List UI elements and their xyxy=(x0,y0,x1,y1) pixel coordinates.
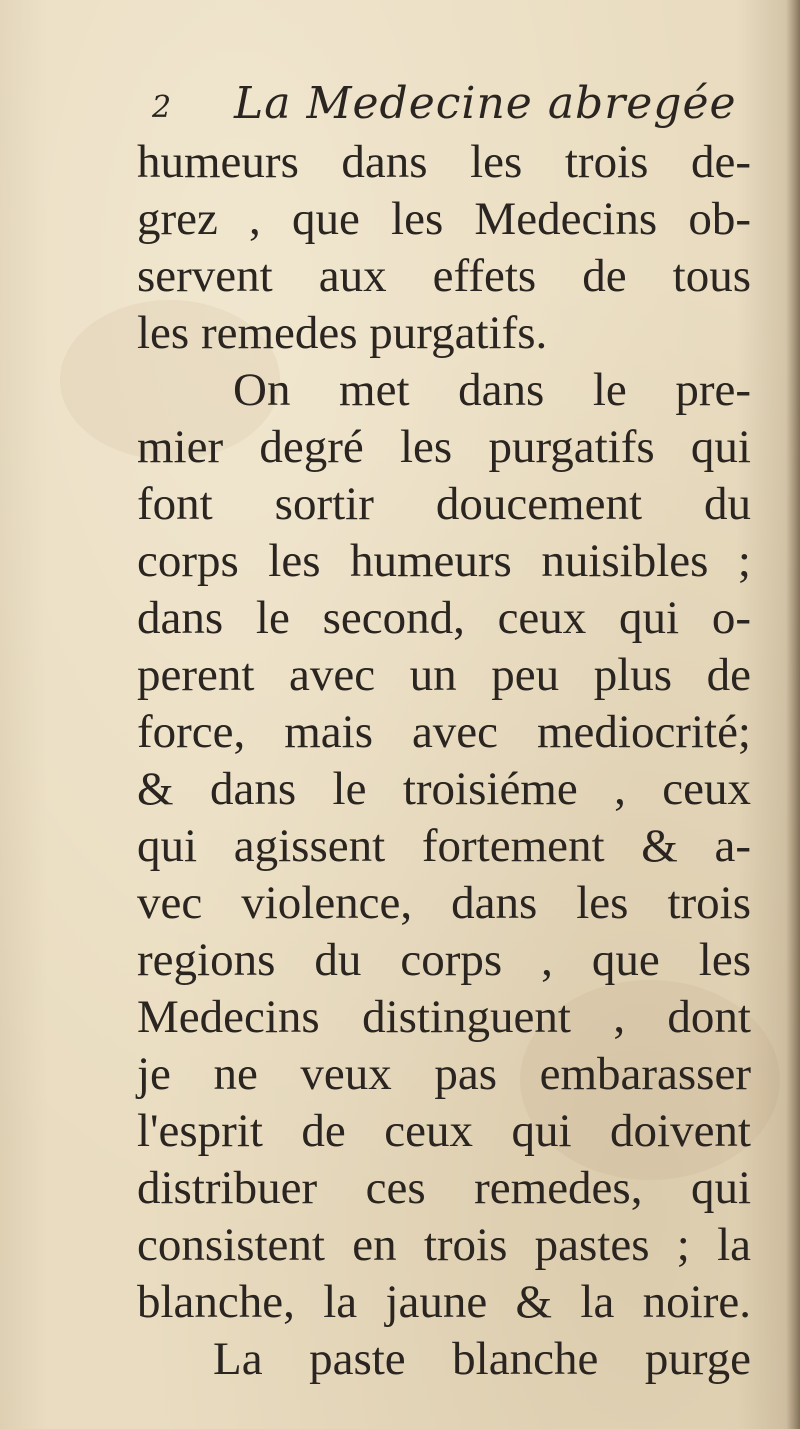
page-number: 2 xyxy=(152,90,172,125)
text-line: blanche, la jaune & la noire. xyxy=(137,1276,751,1328)
text-line: perent avec un peu plus de xyxy=(137,649,751,701)
text-line: font sortir doucement du xyxy=(137,478,751,530)
text-line: distribuer ces remedes, qui xyxy=(137,1162,751,1214)
text-line: humeurs dans les trois de- xyxy=(137,136,751,188)
text-line: l'esprit de ceux qui doivent xyxy=(137,1105,751,1157)
text-line: grez , que les Medecins ob- xyxy=(137,193,751,245)
text-line: vec violence, dans les trois xyxy=(137,877,751,929)
text-line: consistent en trois pastes ; la xyxy=(137,1219,751,1271)
text-line: Medecins distinguent , dont xyxy=(137,991,751,1043)
text-line: je ne veux pas embarasser xyxy=(137,1048,751,1100)
text-line: mier degré les purgatifs qui xyxy=(137,421,751,473)
running-head-title: La Medecine abregée xyxy=(234,78,737,129)
text-line: & dans le troisiéme , ceux xyxy=(137,763,751,815)
text-line: dans le second, ceux qui o- xyxy=(137,592,751,644)
text-line: servent aux effets de tous xyxy=(137,250,751,302)
running-head xyxy=(152,78,737,138)
text-line: corps les humeurs nuisibles ; xyxy=(137,535,751,587)
text-line: regions du corps , que les xyxy=(137,934,751,986)
text-line: les remedes purgatifs. xyxy=(137,307,548,359)
text-line: qui agissent fortement & a- xyxy=(137,820,751,872)
body-text xyxy=(137,134,751,1388)
page-gutter-edge xyxy=(786,0,800,1429)
text-line: La paste blanche purge xyxy=(213,1333,751,1385)
text-line: On met dans le pre- xyxy=(233,364,751,416)
text-line: force, mais avec mediocrité; xyxy=(137,706,751,758)
